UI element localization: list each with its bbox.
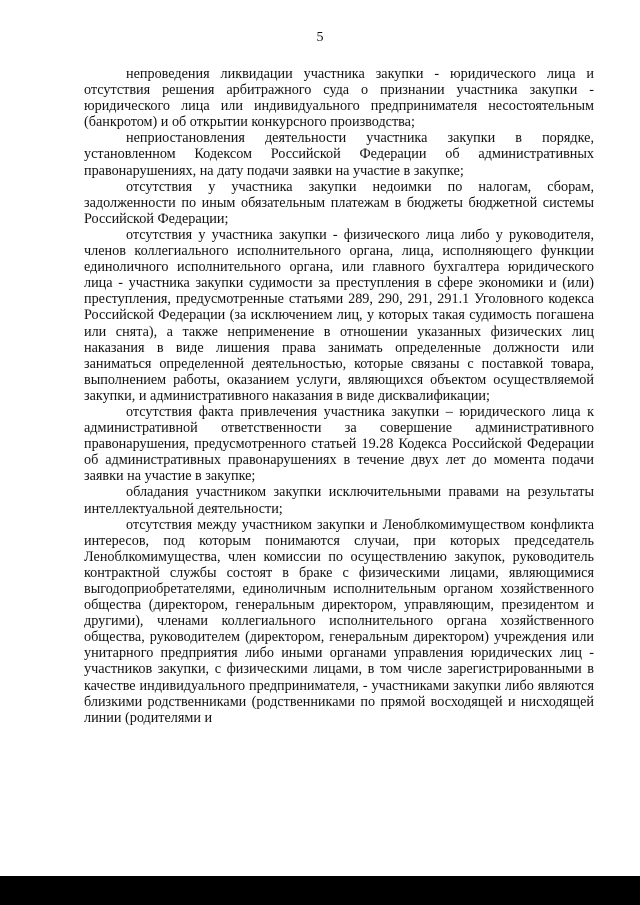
paragraph-conflict-of-interest: отсутствия между участником закупки и Леноблкомимуществом конфликта интересов, под которым понимаются случаи, при которых председатель Леноблкомимущества, член комиссии по осуществлению закупок, руководитель контрактной службы состоят в браке с физическими лицами, являющимися выгодоприобретателями, единоличным исполнительным органом хозяйственного общества (директором, генеральным директором, управляющим, президентом и другими), членами коллегиального исполнительного органа хозяйственного общества, руководителем (директором, генеральным директором) учреждения или унитарного предприятия либо иными органами управления юридических лиц - участников закупки, с физическими лицами, в том числе зарегистрированными в качестве индивидуального предпринимателя, - участниками закупки либо являются близкими родственниками (родственниками по прямой восходящей и нисходящей линии (родителями и — [84, 516, 594, 726]
paragraph-administrative-liability: отсутствия факта привлечения участника закупки – юридического лица к административной ответственности за совершение административного правонарушения, предусмотренного статьей 19.28 Кодекса Российской Федерации об административных правонарушениях в течение двух лет до момента подачи заявки на участие в закупке; — [84, 403, 594, 485]
paragraph-criminal-record: отсутствия у участника закупки - физического лица либо у руководителя, членов коллегиального исполнительного органа, лица, исполняющего функции единоличного исполнительного органа, или главного бухгалтера юридического лица - участника закупки судимости за преступления в сфере экономики и (или) преступления, предусмотренные статьями 289, 290, 291, 291.1 Уголовного кодекса Российской Федерации (за исключением лиц, у которых такая судимость погашена или снята), а также неприменение в отношении указанных физических лиц наказания в виде лишения права занимать определенные должности или заниматься определенной деятельностью, которые связаны с поставкой товара, выполнением работы, оказанием услуги, являющихся объектом осуществляемой закупки, и административного наказания в виде дисквалификации; — [84, 226, 594, 404]
paragraph-liquidation: непроведения ликвидации участника закупки - юридического лица и отсутствия решения арбитражного суда о признании участника закупки - юридического лица или индивидуального предпринимателя несостоятельным (банкротом) и об открытии конкурсного производства; — [84, 66, 594, 131]
document-body — [84, 66, 594, 726]
scan-bottom-edge — [0, 876, 640, 905]
paragraph-suspension: неприостановления деятельности участника закупки в порядке, установленном Кодексом Российской Федерации об административных правонарушениях, на дату подачи заявки на участие в закупке; — [84, 130, 594, 179]
paragraph-intellectual-property: обладания участником закупки исключительными правами на результаты интеллектуальной деятельности; — [84, 484, 594, 517]
paragraph-tax-arrears: отсутствия у участника закупки недоимки по налогам, сборам, задолженности по иным обязательным платежам в бюджеты бюджетной системы Российской Федерации; — [84, 178, 594, 227]
page-number: 5 — [316, 30, 324, 45]
scan-artifact — [240, 0, 400, 2]
